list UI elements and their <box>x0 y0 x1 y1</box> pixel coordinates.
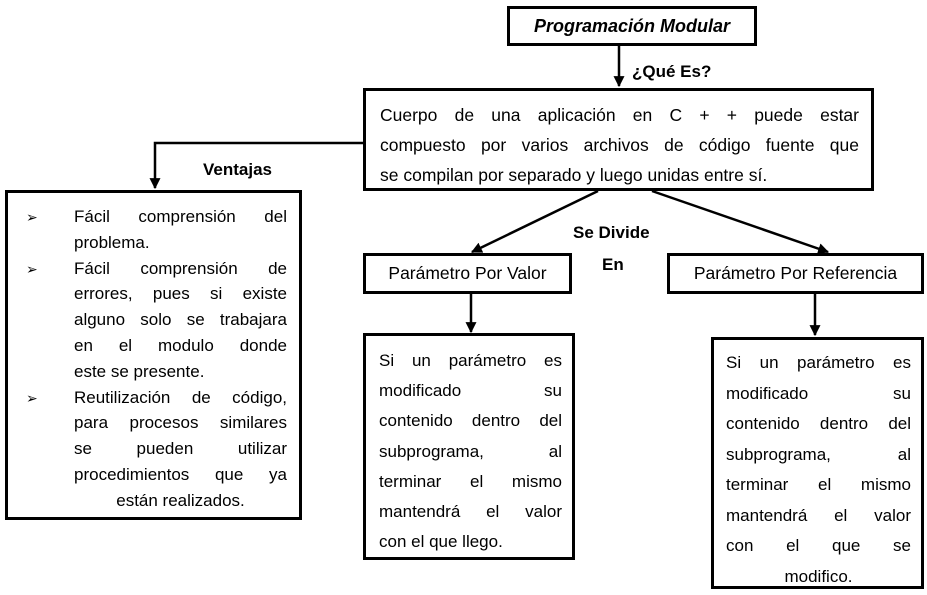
arrow-bullet-icon: ➢ <box>26 389 38 406</box>
arrow-bullet-icon: ➢ <box>26 209 38 225</box>
referencia-description-line: subprograma, al <box>726 444 911 464</box>
valor-description-line: subprograma, al <box>379 441 562 461</box>
ventaja-item <box>18 385 287 514</box>
ventaja-item <box>18 256 287 385</box>
ventajas-label: Ventajas <box>203 160 272 179</box>
parametro-valor-box <box>363 253 572 294</box>
definition-line: compuesto por varios archivos de código fuente que <box>380 135 859 155</box>
valor-description-line: Si un parámetro es <box>379 351 562 370</box>
ventaja-line: en el modulo donde <box>74 335 287 355</box>
ventaja-line: están realizados. <box>116 490 245 510</box>
referencia-description-line: contenido dentro del <box>726 414 911 433</box>
valor-description-line: modificado su <box>379 381 562 401</box>
ventaja-line: se pueden utilizar <box>74 439 287 459</box>
ventajas-box <box>5 190 302 520</box>
referencia-description-line: modificado su <box>726 383 911 403</box>
valor-description-line: con el que llego. <box>379 532 503 552</box>
ventaja-line: procedimientos que ya <box>74 464 287 484</box>
ventaja-line: para procesos similares <box>74 413 287 433</box>
ventaja-item <box>18 204 287 256</box>
se-divide-label: Se Divide <box>573 223 650 242</box>
parametro-valor-description-box <box>363 333 575 560</box>
definition-line: se compilan por separado y luego unidas entre sí. <box>380 165 768 185</box>
referencia-description-line: Si un parámetro es <box>726 353 911 372</box>
arrow-definition-to-referencia <box>652 191 828 252</box>
ventaja-line: errores, pues si existe <box>74 284 287 304</box>
ventaja-line: alguno solo se trabajara <box>74 310 287 330</box>
ventaja-line: Reutilización de código, <box>74 387 287 407</box>
que-es-label: ¿Qué Es? <box>632 62 712 81</box>
en-label: En <box>602 255 624 274</box>
parametro-referencia-label: Parámetro Por Referencia <box>693 263 898 283</box>
definition-box <box>363 88 874 191</box>
ventaja-line: este se presente. <box>74 361 205 381</box>
referencia-description-line: modifico. <box>784 566 853 586</box>
referencia-description-line: mantendrá el valor <box>726 505 911 525</box>
referencia-description-line: terminar el mismo <box>726 475 911 494</box>
ventaja-line: Fácil comprensión de <box>74 258 287 278</box>
parametro-referencia-box <box>667 253 924 294</box>
arrow-bullet-icon: ➢ <box>26 260 38 277</box>
parametro-valor-label: Parámetro Por Valor <box>388 263 547 283</box>
parametro-referencia-description-box <box>711 337 924 589</box>
valor-description-line: contenido dentro del <box>379 411 562 431</box>
title-box <box>507 6 757 46</box>
valor-description-line: terminar el mismo <box>379 471 562 491</box>
ventaja-line: Fácil comprensión del <box>74 207 287 226</box>
definition-line: Cuerpo de una aplicación en C + + puede estar <box>380 105 859 125</box>
ventaja-line: problema. <box>74 232 150 252</box>
referencia-description-line: con el que se <box>726 536 911 555</box>
title-text: Programación Modular <box>533 15 731 36</box>
valor-description-line: mantendrá el valor <box>379 502 562 522</box>
